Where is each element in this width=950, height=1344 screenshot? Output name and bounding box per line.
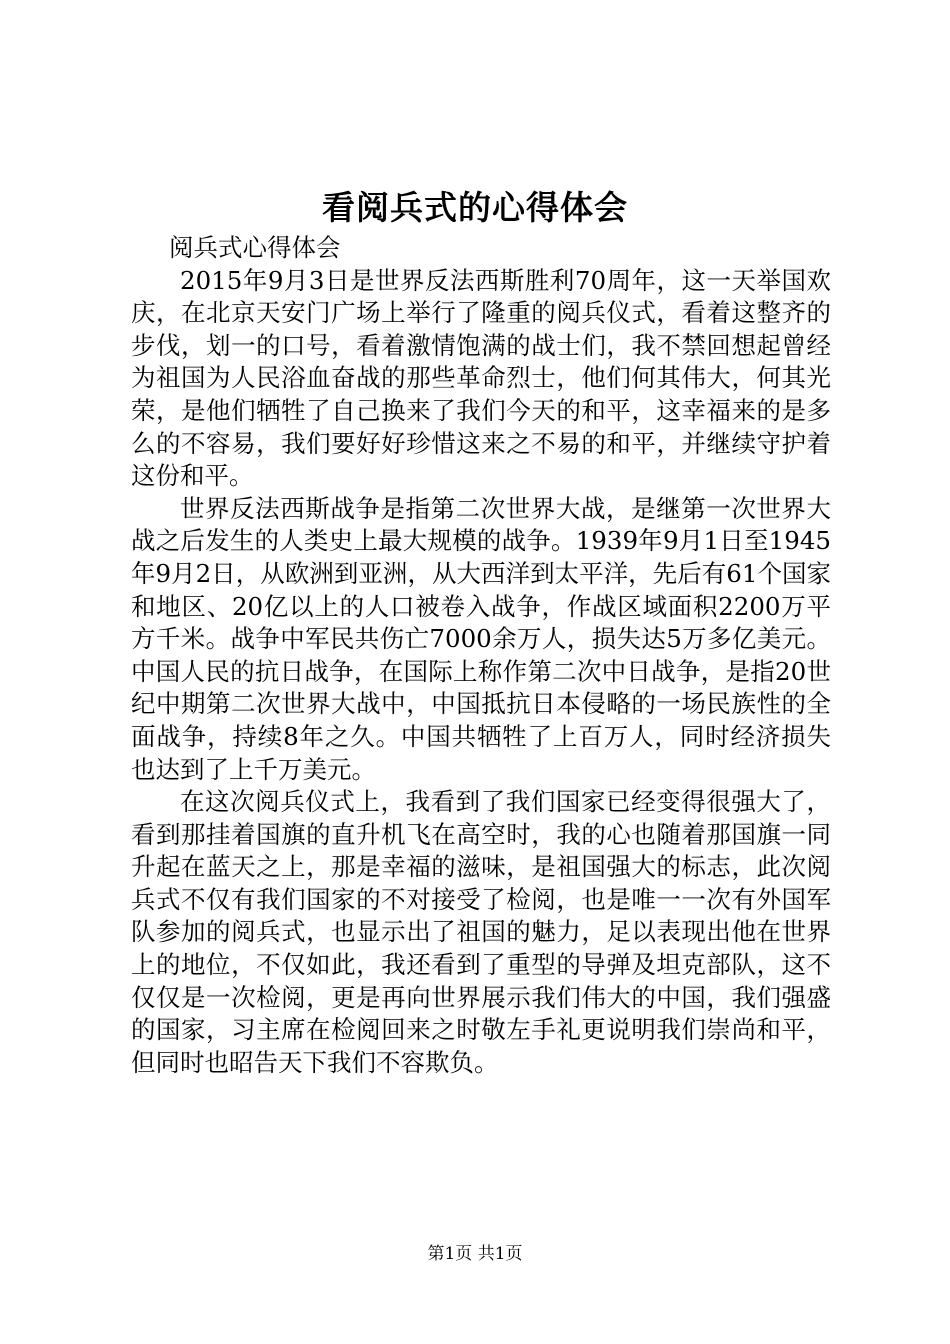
document-title: 看阅兵式的心得体会 bbox=[322, 188, 628, 227]
document-subtitle: 阅兵式心得体会 bbox=[168, 233, 341, 262]
paragraph-3: 在这次阅兵仪式上，我看到了我们国家已经变得很强大了，看到那挂着国旗的直升机飞在高空时，我的心也随着那国旗一同升起在蓝天之上，那是幸福的滋味，是祖国强大的标志，此次阅兵式不仅有我们国家的不对接受了检阅，也是唯一一次有外国军队参加的阅兵式，也显示出了祖国的魅力，足以表现出他在世界上的地位，不仅如此，我还看到了重型的导弹及坦克部队，这不仅仅是一次检阅，更是再向世界展示我们伟大的中国，我们强盛的国家，习主席在检阅回来之时敬左手礼更说明我们崇尚和平，但同时也昭告天下我们不容欺负。 bbox=[131, 787, 831, 1077]
paragraph-1: 2015年9月3日是世界反法西斯胜利70周年，这一天举国欢庆，在北京天安门广场上举行了隆重的阅兵仪式，看着这整齐的步伐，划一的口号，看着激情饱满的战士们，我不禁回想起曾经为祖国为人民浴血奋战的那些革命烈士，他们何其伟大，何其光荣，是他们牺牲了自己换来了我们今天的和平，这幸福来的是多么的不容易，我们要好好珍惜这来之不易的和平，并继续守护着这份和平。 bbox=[131, 265, 831, 491]
paragraph-2: 世界反法西斯战争是指第二次世界大战，是继第一次世界大战之后发生的人类史上最大规模的战争。1939年9月1日至1945年9月2日，从欧洲到亚洲，从大西洋到太平洋，先后有61个国家和地区、20亿以上的人口被卷入战争，作战区域面积2200万平方千米。战争中军民共伤亡7000余万人，损失达5万多亿美元。中国人民的抗日战争，在国际上称作第二次中日战争，是指20世纪中期第二次世界大战中，中国抵抗日本侵略的一场民族性的全面战争，持续8年之久。中国共牺牲了上百万人，同时经济损失也达到了上千万美元。 bbox=[131, 493, 831, 784]
document-body bbox=[131, 232, 831, 1079]
page-number-footer: 第1页 共1页 bbox=[427, 1244, 523, 1264]
